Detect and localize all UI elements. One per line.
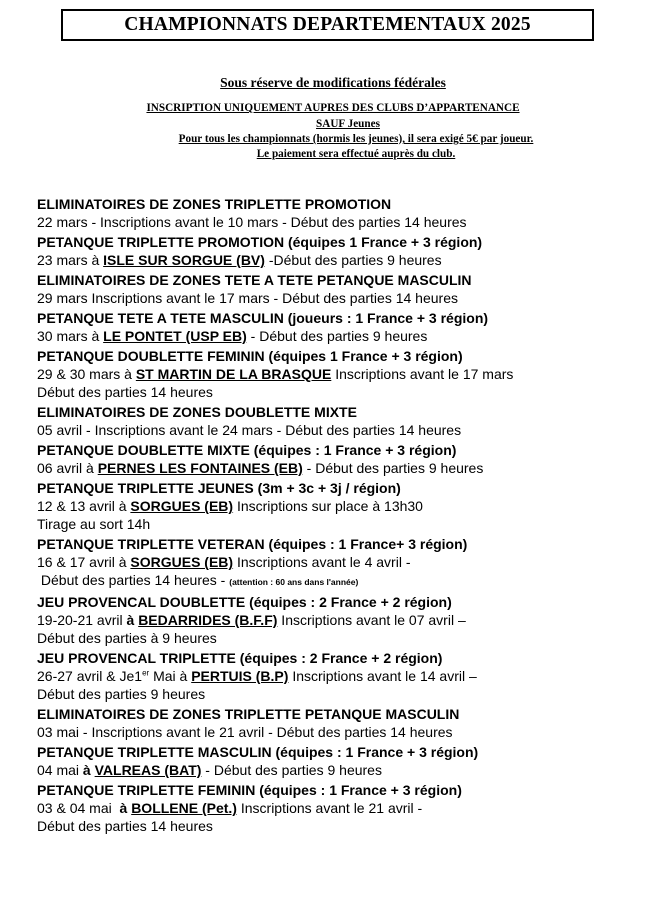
note-inscription: INSCRIPTION UNIQUEMENT AUPRES DES CLUBS D’APPARTENANCE [146,102,520,114]
event-item [37,781,637,835]
event-title: PETANQUE TRIPLETTE JEUNES (3m + 3c + 3j / région) [37,480,401,496]
event-info: - Début des parties 9 heures [246,328,428,344]
page-title: CHAMPIONNATS DEPARTEMENTAUX 2025 [124,14,531,35]
event-title: PETANQUE TETE A TETE MASCULIN (joueurs : 1 France + 3 région) [37,310,489,326]
event-title: PETANQUE DOUBLETTE FEMININ (équipes 1 France + 3 région) [37,348,463,364]
event-details [37,251,637,269]
event-title: PETANQUE DOUBLETTE MIXTE (équipes : 1 France + 3 région) [37,442,457,458]
event-date: 19-20-21 avril [37,612,127,628]
event-start-time: Début des parties 9 heures [37,686,206,702]
event-details [37,799,637,817]
event-start-time [37,571,637,591]
event-title: ELIMINATOIRES DE ZONES TRIPLETTE PETANQUE MASCULIN [37,706,460,722]
event-venue: LE PONTET (USP EB) [103,328,247,344]
event-details: 05 avril - Inscriptions avant le 24 mars - Début des parties 14 heures [37,422,462,438]
event-info: Inscriptions avant le 21 avril - [236,800,423,816]
event-details [37,611,637,629]
event-item [37,195,637,231]
event-start-time: Début des parties à 9 heures [37,630,217,646]
event-title: ELIMINATOIRES DE ZONES TETE A TETE PETANQUE MASCULIN [37,272,472,288]
event-info: Inscriptions avant le 17 mars [331,366,514,382]
event-venue: SORGUES (EB) [130,498,234,514]
event-details [37,327,637,345]
event-details [37,497,637,515]
event-venue: BOLLENE (Pet.) [131,800,237,816]
event-date: 03 & 04 mai [37,800,120,816]
event-venue: PERNES LES FONTAINES (EB) [97,460,303,476]
event-date-after: Mai à [149,668,192,684]
event-info: Inscriptions avant le 4 avril - [233,554,411,570]
event-title: PETANQUE TRIPLETTE VETERAN (équipes : 1 France+ 3 région) [37,536,468,552]
event-title: JEU PROVENCAL TRIPLETTE (équipes : 2 France + 2 région) [37,650,443,666]
event-venue: SORGUES (EB) [130,554,234,570]
event-details: 29 mars Inscriptions avant le 17 mars - Début des parties 14 heures [37,290,458,306]
event-details [37,459,637,477]
event-start-time: Début des parties 14 heures [37,384,213,400]
event-venue: VALREAS (BAT) [94,762,202,778]
event-info: Inscriptions sur place à 13h30 [233,498,423,514]
event-date-a: à [126,612,139,628]
event-title: PETANQUE TRIPLETTE MASCULIN (équipes : 1 France + 3 région) [37,744,479,760]
event-date: 26-27 avril & Je1 [37,668,143,684]
event-date-a: à [82,762,95,778]
event-item [37,403,637,439]
event-title: ELIMINATOIRES DE ZONES DOUBLETTE MIXTE [37,404,357,420]
event-details [37,365,637,383]
event-item [37,233,637,269]
event-draw-time: Tirage au sort 14h [37,516,151,532]
event-venue: BEDARRIDES (B.F.F) [138,612,278,628]
event-info: -Début des parties 9 heures [264,252,442,268]
note-reserve: Sous réserve de modifications fédérales [220,75,446,90]
event-details: 22 mars - Inscriptions avant le 10 mars - Début des parties 14 heures [37,214,467,230]
event-start-text: Début des parties 14 heures - [37,572,230,588]
event-info: - Début des parties 9 heures [201,762,382,778]
event-item [37,649,637,703]
event-details [37,553,637,571]
event-date: 04 mai [37,762,83,778]
events-list [37,195,637,837]
note-tarif: Pour tous les championnats (hormis les jeunes), il sera exigé 5€ par joueur. [178,133,534,145]
note-paiement: Le paiement sera effectué auprès du club. [256,148,456,160]
event-info: Inscriptions avant le 07 avril – [277,612,466,628]
event-item [37,347,637,401]
ordinal-sup: er [142,668,150,678]
event-item [37,593,637,647]
event-venue: ISLE SUR SORGUE (BV) [103,252,265,268]
event-date: 06 avril à [37,460,98,476]
event-date: 30 mars à [37,328,104,344]
event-title: ELIMINATOIRES DE ZONES TRIPLETTE PROMOTION [37,196,392,212]
title-box [61,9,594,41]
event-details [37,667,637,685]
event-date-a: à [119,800,132,816]
event-info: Inscriptions avant le 14 avril – [288,668,477,684]
event-item [37,441,637,477]
event-title: PETANQUE TRIPLETTE PROMOTION (équipes 1 France + 3 région) [37,234,483,250]
age-warning: (attention : 60 ans dans l'année) [229,577,359,587]
note-sauf-jeunes: SAUF Jeunes [316,118,380,130]
event-item [37,271,637,307]
event-date: 16 & 17 avril à [37,554,131,570]
event-venue: PERTUIS (B.P) [191,668,289,684]
event-date: 29 & 30 mars à [37,366,136,382]
event-start-time: Début des parties 14 heures [37,818,213,834]
event-item [37,535,637,591]
event-details [37,761,637,779]
event-date: 12 & 13 avril à [37,498,131,514]
event-item [37,479,637,533]
event-venue: ST MARTIN DE LA BRASQUE [135,366,332,382]
event-item [37,309,637,345]
event-item [37,705,637,741]
event-info: - Début des parties 9 heures [302,460,484,476]
event-details: 03 mai - Inscriptions avant le 21 avril - Début des parties 14 heures [37,724,453,740]
event-title: JEU PROVENCAL DOUBLETTE (équipes : 2 France + 2 région) [37,594,452,610]
event-title: PETANQUE TRIPLETTE FEMININ (équipes : 1 France + 3 région) [37,782,462,798]
event-date: 23 mars à [37,252,104,268]
event-item [37,743,637,779]
